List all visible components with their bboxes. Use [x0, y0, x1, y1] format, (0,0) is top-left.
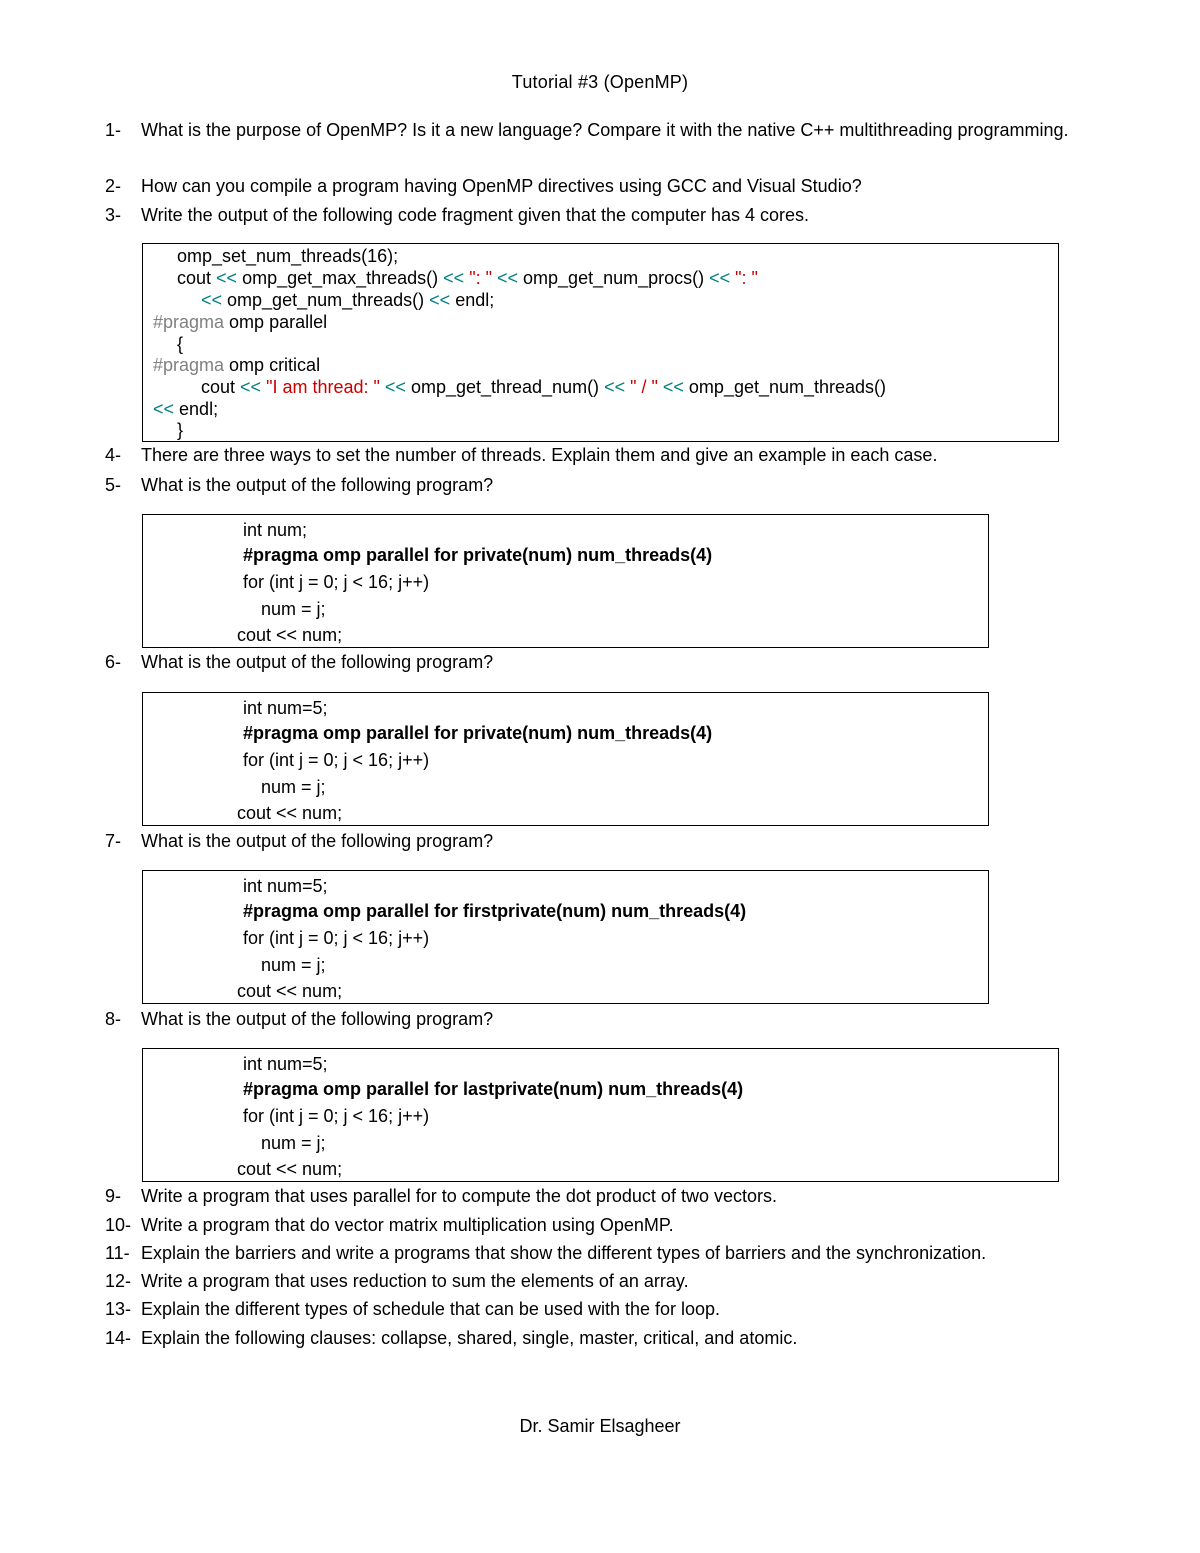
code-line: int num;	[243, 520, 308, 540]
question-text: Explain the barriers and write a programs that show the different types of barriers and the synchronization.	[141, 1243, 987, 1263]
code-line: for (int j = 0; j < 16; j++)	[243, 1106, 430, 1126]
code-line: for (int j = 0; j < 16; j++)	[243, 750, 430, 770]
question-4	[105, 441, 1105, 469]
question-number: 6-	[105, 652, 122, 672]
question-number: 11-	[105, 1243, 130, 1263]
question-10	[105, 1211, 1105, 1239]
question-number: 10-	[105, 1215, 132, 1235]
code-line: num = j;	[261, 777, 326, 797]
question-14	[105, 1324, 1105, 1352]
question-text: What is the purpose of OpenMP? Is it a new language? Compare it with the native C++ multithreading programming.	[141, 120, 1069, 140]
question-text: Write the output of the following code fragment given that the computer has 4 cores.	[141, 205, 810, 225]
question-number: 3-	[105, 205, 122, 225]
code-line: {	[177, 334, 184, 354]
code-line: num = j;	[261, 599, 326, 619]
code-line: #pragma omp parallel for private(num) num_threads(4)	[243, 723, 713, 743]
question-text: How can you compile a program having OpenMP directives using GCC and Visual Studio?	[141, 176, 862, 196]
question-number: 8-	[105, 1009, 122, 1029]
code-box-q3	[142, 243, 1059, 442]
code-box-q7	[142, 870, 989, 1004]
question-text: Write a program that do vector matrix multiplication using OpenMP.	[141, 1215, 674, 1235]
question-1	[105, 116, 1105, 144]
question-13	[105, 1295, 1105, 1323]
question-text: What is the output of the following program?	[141, 652, 494, 672]
question-text: What is the output of the following program?	[141, 475, 494, 495]
code-line: int num=5;	[243, 1054, 328, 1074]
question-8	[105, 1005, 1105, 1033]
code-line: int num=5;	[243, 876, 328, 896]
question-2	[105, 172, 1105, 200]
author-name: Dr. Samir Elsagheer	[519, 1416, 681, 1436]
code-line: num = j;	[261, 955, 326, 975]
question-6	[105, 648, 1105, 676]
question-number: 2-	[105, 176, 122, 196]
question-text: Write a program that uses reduction to sum the elements of an array.	[141, 1271, 689, 1291]
code-line: #pragma omp parallel for lastprivate(num) num_threads(4)	[243, 1079, 744, 1099]
code-line: cout << num;	[237, 1159, 343, 1179]
question-number: 5-	[105, 475, 122, 495]
question-text: What is the output of the following program?	[141, 831, 494, 851]
question-text: Write a program that uses parallel for to compute the dot product of two vectors.	[141, 1186, 777, 1206]
code-line: cout << omp_get_max_threads() << ": " << omp_get_num_procs() << ": "	[177, 268, 758, 288]
code-line: omp_set_num_threads(16);	[177, 246, 399, 266]
question-9	[105, 1182, 1105, 1210]
code-line: << omp_get_num_threads() << endl;	[201, 290, 495, 310]
code-line: cout << "I am thread: " << omp_get_thread_num() << " / " << omp_get_num_threads()	[201, 377, 887, 397]
code-box-q5	[142, 514, 989, 648]
question-number: 7-	[105, 831, 122, 851]
question-text: There are three ways to set the number of threads. Explain them and give an example in each case.	[141, 445, 938, 465]
code-line: cout << num;	[237, 981, 343, 1001]
code-line: #pragma omp parallel for private(num) num_threads(4)	[243, 545, 713, 565]
question-3	[105, 201, 1105, 229]
question-text: Explain the following clauses: collapse, shared, single, master, critical, and atomic.	[141, 1328, 798, 1348]
code-line: for (int j = 0; j < 16; j++)	[243, 572, 430, 592]
code-line: }	[177, 420, 184, 440]
question-number: 12-	[105, 1271, 132, 1291]
code-box-q6	[142, 692, 989, 826]
code-line: cout << num;	[237, 625, 343, 645]
code-line: #pragma omp parallel	[153, 312, 328, 332]
code-line: cout << num;	[237, 803, 343, 823]
code-line: num = j;	[261, 1133, 326, 1153]
question-7	[105, 827, 1105, 855]
code-line: << endl;	[153, 399, 219, 419]
question-11	[105, 1239, 1165, 1267]
code-line: int num=5;	[243, 698, 328, 718]
code-line: #pragma omp critical	[153, 355, 321, 375]
question-number: 9-	[105, 1186, 122, 1206]
question-number: 13-	[105, 1299, 132, 1319]
code-box-q8	[142, 1048, 1059, 1182]
code-line: #pragma omp parallel for firstprivate(num) num_threads(4)	[243, 901, 747, 921]
question-text: Explain the different types of schedule that can be used with the for loop.	[141, 1299, 721, 1319]
question-text: What is the output of the following program?	[141, 1009, 494, 1029]
question-number: 14-	[105, 1328, 132, 1348]
question-12	[105, 1267, 1105, 1295]
page-title: Tutorial #3 (OpenMP)	[511, 72, 689, 92]
code-line: for (int j = 0; j < 16; j++)	[243, 928, 430, 948]
question-number: 1-	[105, 120, 122, 140]
question-5	[105, 471, 1105, 499]
question-number: 4-	[105, 445, 122, 465]
